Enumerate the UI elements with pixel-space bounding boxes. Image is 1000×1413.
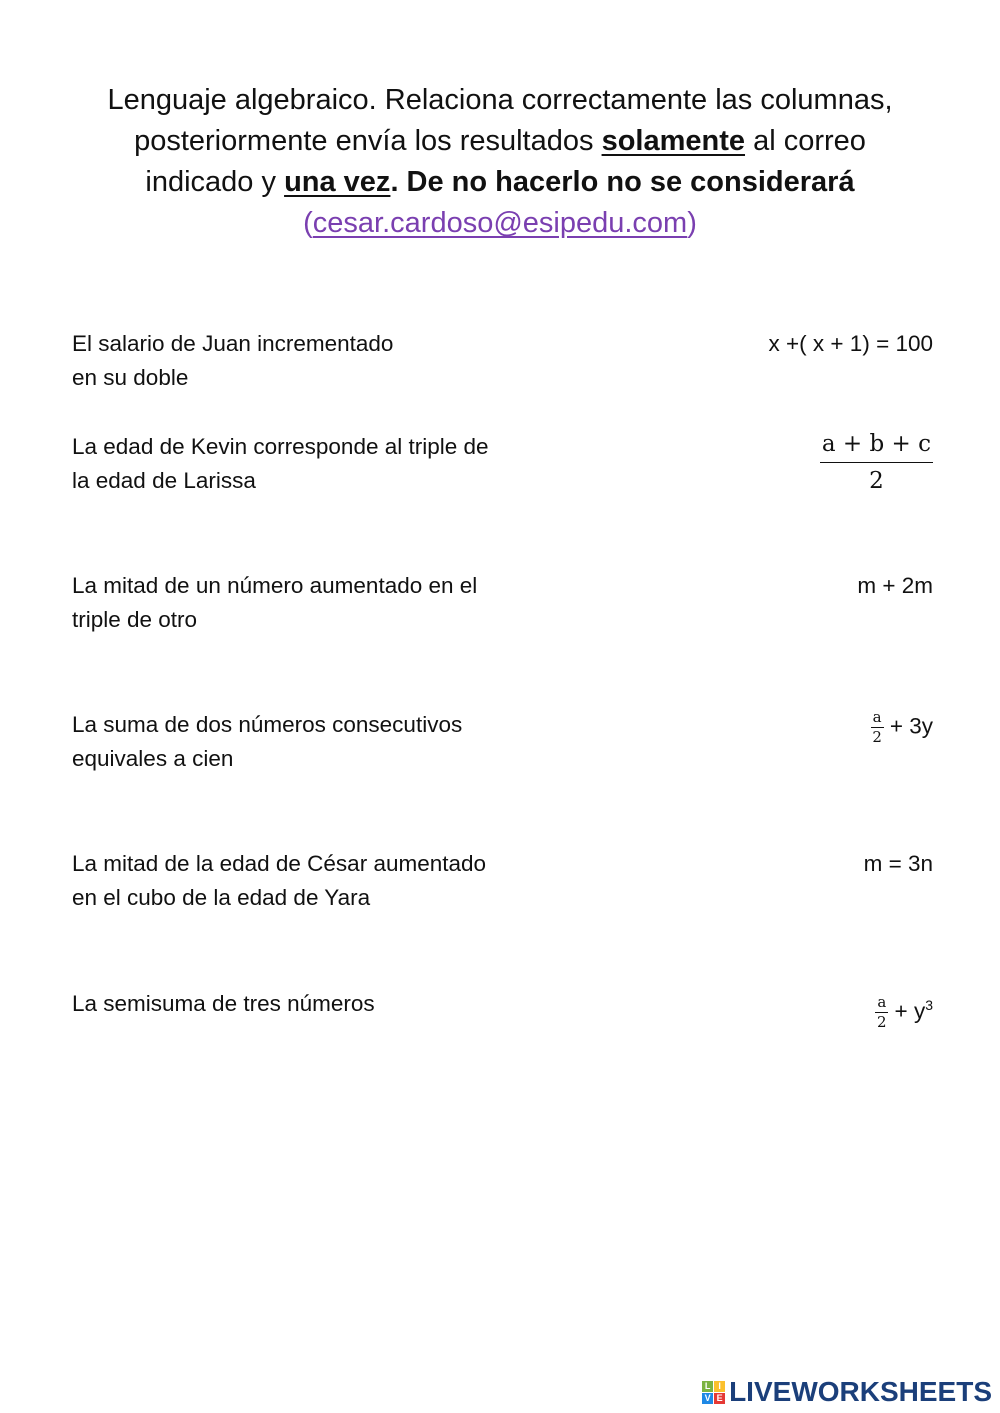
emphasis-una-vez: una vez xyxy=(284,166,391,198)
logo-block: E xyxy=(714,1393,725,1404)
left-item-5[interactable] xyxy=(72,847,542,915)
heading-line-2 xyxy=(40,121,960,162)
heading-text: indicado y xyxy=(145,166,285,198)
item-text: equivales a cien xyxy=(72,746,234,771)
item-text: La edad de Kevin corresponde al triple de xyxy=(72,434,489,459)
fraction xyxy=(820,426,933,499)
instructions-heading xyxy=(40,80,960,244)
logo-block: I xyxy=(714,1381,725,1392)
left-item-1[interactable] xyxy=(72,327,542,395)
left-item-3[interactable] xyxy=(72,569,542,637)
fraction xyxy=(871,708,884,747)
left-item-6[interactable] xyxy=(72,987,542,1021)
heading-line-3 xyxy=(40,162,960,203)
item-text: la edad de Larissa xyxy=(72,468,256,493)
emphasis-warning: . De no hacerlo no se considerará xyxy=(390,166,855,198)
liveworksheets-logo xyxy=(702,1376,992,1408)
item-text: La suma de dos números consecutivos xyxy=(72,712,463,737)
logo-blocks-icon xyxy=(702,1381,725,1404)
email-line xyxy=(40,203,960,244)
paren: ) xyxy=(687,207,697,239)
item-text: La mitad de un número aumentado en el xyxy=(72,573,478,598)
logo-text: LIVEWORKSHEETS xyxy=(729,1376,992,1407)
left-item-2[interactable] xyxy=(72,430,542,498)
fraction xyxy=(875,993,888,1032)
right-item-1[interactable]: x +( x + 1) = 100 xyxy=(768,331,933,356)
heading-line-1: Lenguaje algebraico. Relaciona correctamente las columnas, xyxy=(107,84,893,116)
expr-rest: + 3y xyxy=(883,713,933,739)
item-text: en su doble xyxy=(72,365,189,390)
logo-block: V xyxy=(702,1393,713,1404)
heading-text: al correo xyxy=(745,125,866,157)
item-text: La semisuma de tres números xyxy=(72,991,375,1016)
emphasis-solamente: solamente xyxy=(601,125,746,157)
paren: ( xyxy=(303,207,313,239)
denominator: 2 xyxy=(872,728,882,746)
right-item-5[interactable]: m = 3n xyxy=(863,851,933,876)
item-text: La mitad de la edad de César aumentado xyxy=(72,851,487,876)
item-text: El salario de Juan incrementado xyxy=(72,331,394,356)
left-item-4[interactable] xyxy=(72,708,542,776)
right-item-2[interactable] xyxy=(820,426,933,499)
right-item-4[interactable] xyxy=(871,708,933,747)
numerator: a xyxy=(872,708,882,726)
heading-text: posteriormente envía los resultados xyxy=(134,125,602,157)
denominator: 2 xyxy=(877,1013,887,1032)
denominator: 2 xyxy=(869,468,884,494)
numerator: a xyxy=(877,993,887,1012)
item-text: triple de otro xyxy=(72,607,198,632)
exponent: 3 xyxy=(925,997,933,1013)
numerator: a + b + c xyxy=(820,426,933,463)
right-item-3[interactable]: m + 2m xyxy=(857,573,933,598)
right-item-6[interactable] xyxy=(875,988,933,1032)
logo-block: L xyxy=(702,1381,713,1392)
item-text: en el cubo de la edad de Yara xyxy=(72,885,371,910)
email-link[interactable]: cesar.cardoso@esipedu.com xyxy=(312,207,688,239)
expr-rest: + y xyxy=(888,998,926,1024)
